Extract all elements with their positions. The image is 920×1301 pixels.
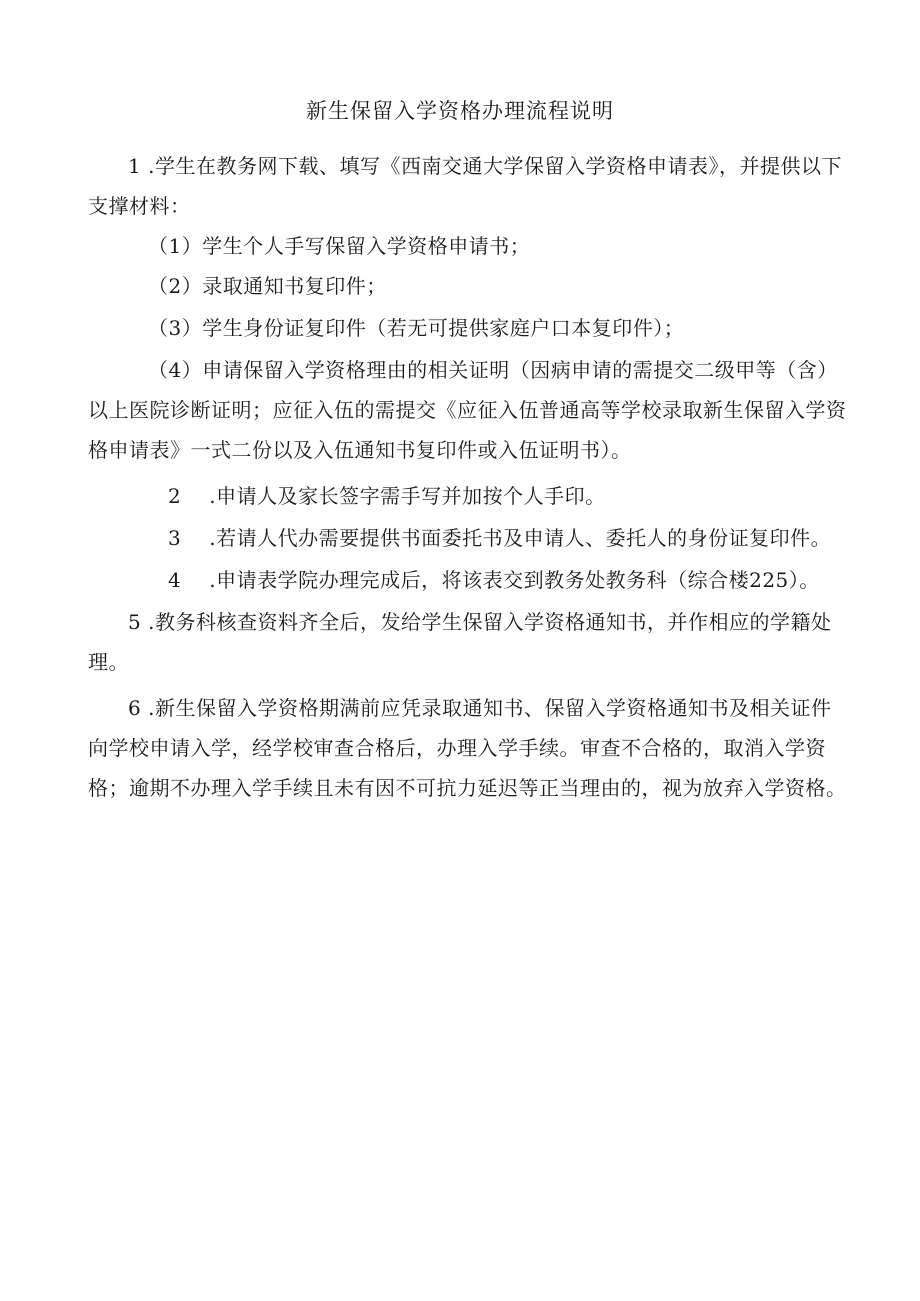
paragraph-3-text: .若请人代办需要提供书面委托书及申请人、委托人的身份证复印件。 xyxy=(209,526,832,550)
list-item-4: （4）申请保留入学资格理由的相关证明（因病申请的需提交二级甲等（含）以上医院诊断证明；应征入伍的需提交《应征入伍普通高等学校录取新生保留入学资格申请表》一式二份以及入伍通知书复印件或入伍证明书）。 xyxy=(88,358,847,462)
paragraph-4-number: 4 xyxy=(168,568,182,592)
paragraph-4-text: .申请表学院办理完成后，将该表交到教务处教务科（综合楼225）。 xyxy=(209,568,820,592)
paragraph-1: 1 .学生在教务网下载、填写《西南交通大学保留入学资格申请表》，并提供以下支撑材料： xyxy=(88,154,842,218)
paragraph-6: 6 .新生保留入学资格期满前应凭录取通知书、保留入学资格通知书及相关证件向学校申请入学，经学校审查合格后，办理入学手续。审查不合格的，取消入学资格；逾期不办理入学手续且未有因不可抗力延迟等正当理由的，视为放弃入学资格。 xyxy=(88,696,847,800)
list-item-1: （1）学生个人手写保留入学资格申请书； xyxy=(148,234,531,258)
paragraph-3 xyxy=(88,518,848,558)
list-item-2: （2）录取通知书复印件； xyxy=(148,274,387,298)
paragraph-2-text: .申请人及家长签字需手写并加按个人手印。 xyxy=(209,484,606,508)
paragraph-2 xyxy=(88,476,848,516)
paragraph-2-number: 2 xyxy=(168,484,182,508)
paragraph-4 xyxy=(88,560,848,600)
paragraph-5: 5 .教务科核查资料齐全后，发给学生保留入学资格通知书，并作相应的学籍处理。 xyxy=(88,610,832,674)
paragraph-3-number: 3 xyxy=(168,526,182,550)
list-item-3: （3）学生身份证复印件（若无可提供家庭户口本复印件）； xyxy=(148,316,685,340)
document-title: 新生保留入学资格办理流程说明 xyxy=(306,99,614,123)
